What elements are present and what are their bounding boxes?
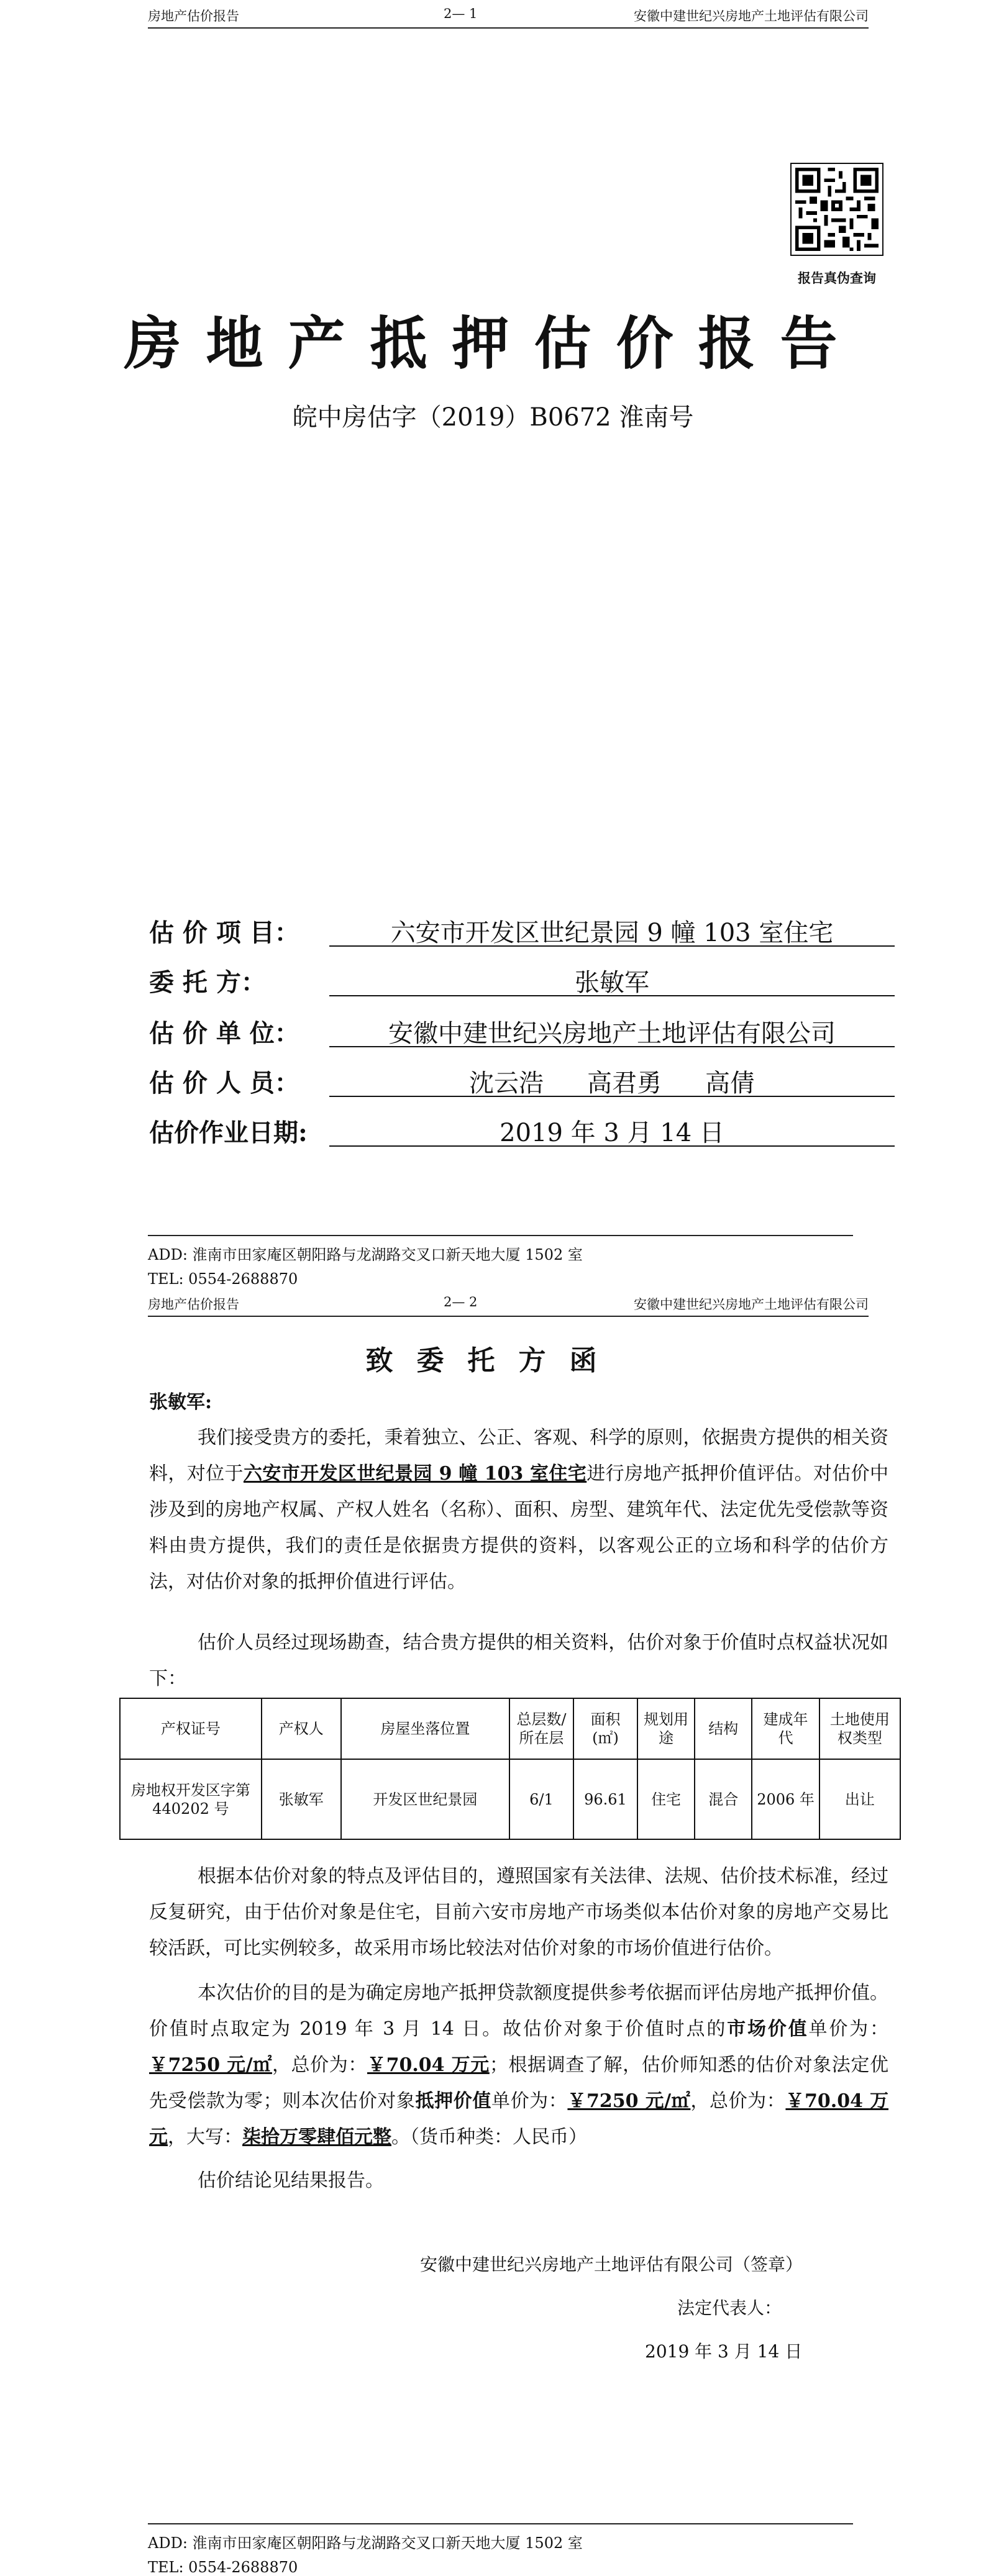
cover-page — [0, 0, 986, 1287]
text-span: 进行房地产抵押价值评估。对估价中涉及到的房地产权属、产权人姓名（名称）、面积、房型、建筑年代、法定优先受偿款等资料由贵方提供，我们的责任是依据贵方提供的资料，以客观公正的立场和科学的估价方法，对估价对象的抵押价值进行评估。 — [149, 1463, 888, 1593]
qr-code-icon — [792, 164, 882, 255]
report-number: 皖中房估字（2019）B0672 淮南号 — [292, 403, 694, 432]
text-span: ，总价为： — [272, 2054, 367, 2076]
paragraph-4 — [149, 1975, 888, 2155]
table-cell: 混合 — [695, 1759, 752, 1839]
field-work-date — [149, 1113, 895, 1150]
paragraph-3: 根据本估价对象的特点及评估目的，遵照国家有关法律、法规、估价技术标准，经过反复研究，由于估价对象是住宅，目前六安市房地产市场类似本估价对象的房地产交易比较活跃，可比实例较多，故采用市场比较法对估价对象的市场价值进行估价。 — [149, 1865, 888, 1959]
total-in-words: 柒拾万零肆佰元整 — [242, 2126, 391, 2148]
appraiser-name: 沈云浩 — [469, 1069, 544, 1098]
footer-address: ADD: 淮南市田家庵区朝阳路与龙湖路交叉口新天地大厦 1502 室 — [148, 2534, 583, 2552]
field-label: 估 价 单 位： — [149, 1019, 299, 1048]
field-project — [149, 913, 895, 950]
market-value-label: 市场价值 — [727, 2018, 809, 2040]
page-number: 2— 1 — [444, 6, 478, 21]
field-value — [329, 1063, 895, 1097]
page-header — [148, 0, 869, 29]
market-unit-price: ￥7250 元/㎡ — [149, 2054, 272, 2076]
header-left-text: 房地产估价报告 — [148, 1297, 239, 1312]
signature-date: 2019 年 3 月 14 日 — [645, 2341, 803, 2362]
column-header: 产权人 — [262, 1698, 341, 1759]
letter-title: 致委托方函 — [365, 1345, 621, 1377]
market-total-price: ￥70.04 万元 — [367, 2054, 490, 2076]
page-header — [148, 1288, 869, 1317]
report-title: 房地产抵押估价报告 — [124, 310, 862, 377]
table-cell: 住宅 — [637, 1759, 695, 1839]
mortgage-value-label: 抵押价值 — [415, 2090, 491, 2112]
table-cell: 2006 年 — [752, 1759, 819, 1839]
table-cell: 房地权开发区字第 440202 号 — [120, 1759, 262, 1839]
qr-caption: 报告真伪查询 — [798, 270, 876, 286]
column-header: 面积(㎡) — [573, 1698, 637, 1759]
footer-divider — [148, 1235, 853, 1236]
column-header: 结构 — [695, 1698, 752, 1759]
field-value: 2019 年 3 月 14 日 — [329, 1113, 895, 1147]
table-cell: 出让 — [819, 1759, 900, 1839]
text-span: 我们接受贵方的委托，秉着独立、公正、客观、科学的原则，依据贵方提供的相关资料，对位于 — [149, 1427, 888, 1485]
table-cell: 开发区世纪景园 — [341, 1759, 509, 1839]
mortgage-total-price: ￥70.04 万元 — [149, 2090, 889, 2148]
column-header: 房屋坐落位置 — [341, 1698, 509, 1759]
text-span: 单价为： — [491, 2090, 568, 2112]
field-label: 估 价 项 目： — [149, 918, 299, 947]
field-value: 张敏军 — [329, 963, 895, 996]
field-label: 估价作业日期: — [149, 1118, 308, 1147]
paragraph-2: 估价人员经过现场勘查，结合贵方提供的相关资料，估价对象于价值时点权益状况如下： — [149, 1632, 888, 1690]
table-cell: 96.61 — [573, 1759, 637, 1839]
page-footer — [148, 2523, 869, 2576]
header-company: 安徽中建世纪兴房地产土地评估有限公司 — [634, 1297, 869, 1312]
header-left-text: 房地产估价报告 — [148, 9, 239, 24]
mortgage-unit-price: ￥7250 元/㎡ — [567, 2090, 691, 2112]
footer-tel: TEL: 0554-2688870 — [148, 1270, 298, 1288]
appraiser-name: 高君勇 — [587, 1069, 662, 1098]
table-header-row — [120, 1698, 900, 1759]
field-client — [149, 963, 895, 1000]
text-span: 单价为： — [808, 2018, 889, 2040]
field-label: 估 价 人 员： — [149, 1068, 299, 1098]
column-header: 土地使用权类型 — [819, 1698, 900, 1759]
column-header: 规划用途 — [637, 1698, 695, 1759]
field-appraisers — [149, 1063, 895, 1101]
field-value: 安徽中建世纪兴房地产土地评估有限公司 — [329, 1014, 895, 1047]
letter-page — [0, 1287, 986, 2574]
field-appraiser-org — [149, 1014, 895, 1051]
table-cell: 6/1 — [509, 1759, 573, 1839]
appraiser-name: 高倩 — [705, 1069, 755, 1098]
signature-representative: 法定代表人： — [677, 2298, 782, 2318]
letter-addressee: 张敏军: — [149, 1391, 212, 1413]
footer-divider — [148, 2523, 853, 2524]
footer-address: ADD: 淮南市田家庵区朝阳路与龙湖路交叉口新天地大厦 1502 室 — [148, 1246, 583, 1263]
text-span: 本次估价的目的是为确定房地产抵押贷款额度提供参考依据而评估房地产抵押价值。价值时点取定为 2019 年 3 月 14 日。故估价对象于价值时点的 — [149, 1982, 888, 2040]
signature-company: 安徽中建世纪兴房地产土地评估有限公司（签章） — [420, 2254, 803, 2275]
column-header: 总层数/所在层 — [509, 1698, 573, 1759]
text-span: ，总价为： — [690, 2090, 786, 2112]
text-span: 。（货币种类：人民币） — [391, 2126, 587, 2148]
table-cell: 张敏军 — [262, 1759, 341, 1839]
text-span: ；根据调查了解，估价师知悉的估价对象法定优先受偿款为零；则本次估价对象 — [149, 2054, 889, 2112]
header-company: 安徽中建世纪兴房地产土地评估有限公司 — [634, 9, 869, 24]
qr-code[interactable] — [790, 163, 883, 256]
paragraph-1 — [149, 1420, 888, 1600]
column-header: 建成年代 — [752, 1698, 819, 1759]
page-number: 2— 2 — [444, 1295, 478, 1309]
text-span: ，大写： — [168, 2126, 242, 2148]
paragraph-5: 估价结论见结果报告。 — [198, 2170, 384, 2191]
page-footer — [148, 1235, 869, 1288]
property-table — [119, 1698, 901, 1840]
field-label: 委 托 方： — [149, 968, 266, 997]
table-row — [120, 1759, 900, 1839]
field-value: 六安市开发区世纪景园 9 幢 103 室住宅 — [329, 913, 895, 947]
property-address: 六安市开发区世纪景园 9 幢 103 室住宅 — [243, 1463, 587, 1485]
column-header: 产权证号 — [120, 1698, 262, 1759]
footer-tel: TEL: 0554-2688870 — [148, 2559, 298, 2576]
